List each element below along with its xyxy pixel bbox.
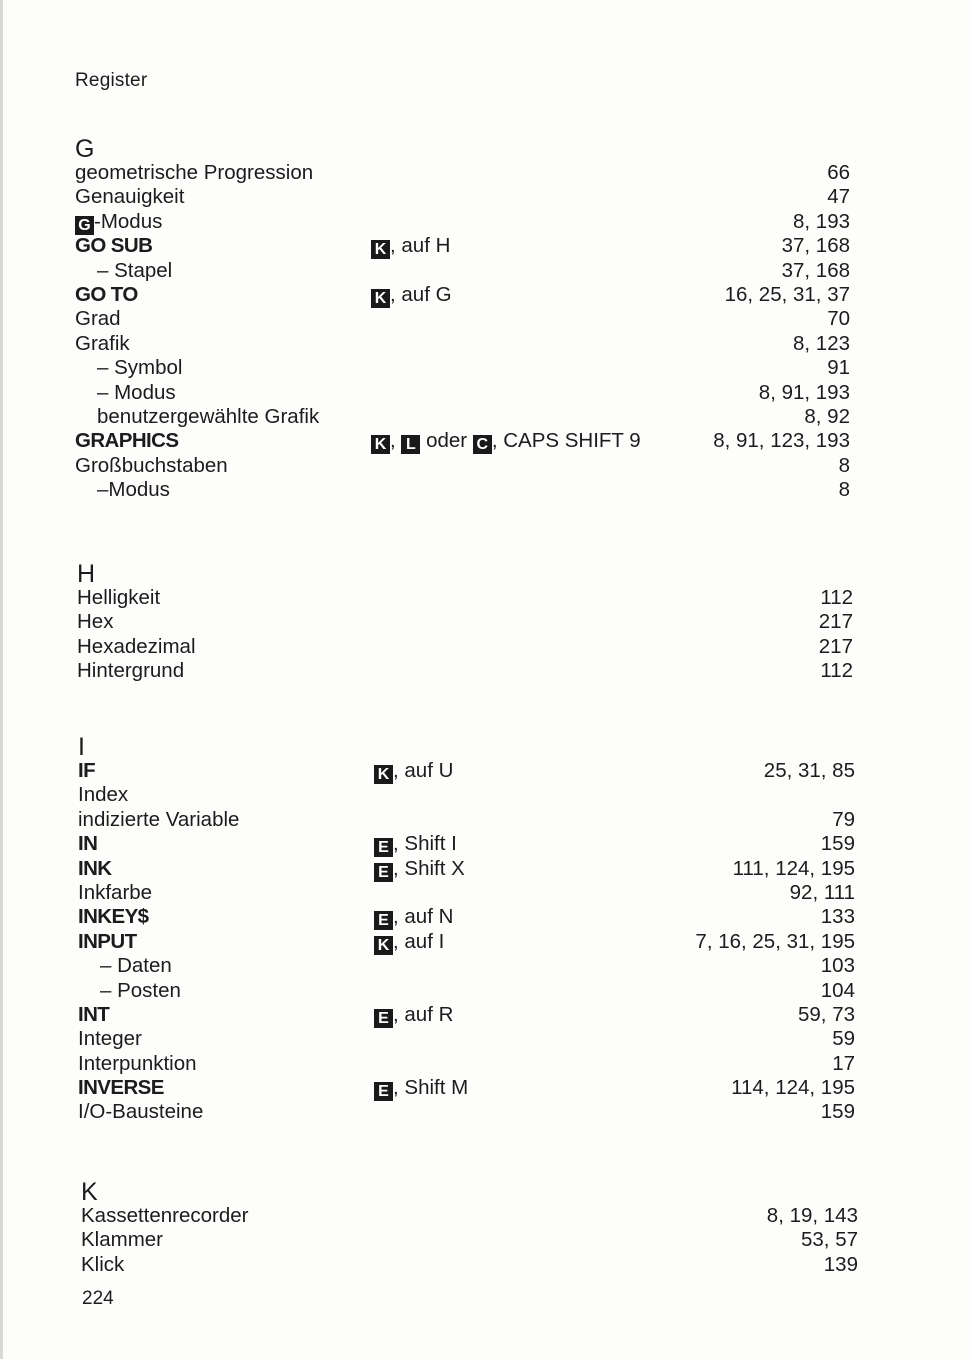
mode-key-icon: K [374,936,393,955]
entry-term-text: – Posten [100,978,181,1002]
index-entry [81,1228,858,1252]
entry-term-text: Integer [78,1027,142,1051]
entry-term-text: Grafik [75,331,130,355]
entry-term [78,808,239,832]
index-entry [75,210,850,234]
entry-pages: 8 [838,453,850,477]
entry-term-text: I/O-Bausteine [78,1100,204,1124]
section-letter: H [77,560,96,588]
entry-pages: 59, 73 [798,1002,855,1026]
keystroke-text: , auf G [390,282,452,306]
entry-pages: 159 [820,1100,855,1124]
entry-term [78,1100,203,1124]
entry-term-text: INVERSE [78,1076,164,1100]
entry-term [81,1204,249,1228]
entry-pages: 217 [818,634,853,658]
mode-key-icon: K [371,240,390,259]
page-edge [0,0,3,1359]
keystroke-text: oder [420,429,473,453]
keystroke-text: , auf U [393,759,454,782]
mode-key-icon: K [371,435,390,454]
index-entry [75,259,850,283]
index-entry [78,930,855,954]
entry-term [75,185,184,209]
mode-key-icon: C [473,435,492,454]
entry-keystroke [374,1076,468,1101]
entry-keystroke [374,857,465,882]
entry-term-text: geometrische Progression [75,161,314,184]
entry-term-text: INPUT [78,929,137,953]
index-entry [75,381,850,405]
keystroke-text: , [390,429,402,453]
entry-term [77,610,113,634]
keystroke-text: , Shift X [393,856,465,880]
entry-term [75,429,178,453]
entry-term-text: Kassettenrecorder [81,1204,249,1227]
entry-pages: 59 [832,1027,855,1051]
entry-term-text: Grad [75,307,121,331]
entry-term-text: – Modus [97,380,176,404]
index-entry [78,808,855,832]
index-section-h [77,560,853,684]
entry-term [78,930,137,954]
entry-pages: 159 [820,832,855,856]
entry-term-text: benutzergewählte Grafik [97,404,320,428]
entry-term-text: INT [78,1002,110,1026]
section-letter: I [78,733,85,761]
section-letter: G [75,135,95,163]
entry-term-text: GO TO [75,282,138,306]
entry-term-text: Helligkeit [77,586,161,609]
entry-term-text: Genauigkeit [75,185,185,209]
index-entry [78,1100,855,1124]
index-entry [75,234,850,258]
entry-pages: 114, 124, 195 [731,1076,855,1100]
entry-pages: 37, 168 [781,234,850,258]
index-section-i [78,733,855,1125]
keystroke-text: , auf R [393,1002,454,1026]
entry-pages: 8, 92 [804,404,850,428]
entry-keystroke [374,1003,453,1028]
entry-keystroke [371,429,641,454]
keystroke-text: , auf I [393,929,445,953]
entry-term-text: indizierte Variable [78,807,240,831]
keystroke-text: , Shift M [393,1076,469,1100]
entry-term [100,979,181,1003]
entry-term [75,210,162,235]
mode-key-icon: E [374,1082,393,1101]
entry-pages: 103 [820,954,855,978]
keystroke-text: , auf N [393,905,454,929]
entry-pages: 7, 16, 25, 31, 195 [695,929,855,953]
entry-term [75,307,121,331]
entry-pages: 25, 31, 85 [763,759,855,782]
index-entry [78,759,855,783]
index-entry [81,1204,858,1228]
entry-pages: 79 [832,807,855,831]
entry-pages: 8, 193 [793,209,850,233]
entry-term [77,586,160,610]
entry-term-text: Hex [77,610,114,634]
entry-term [78,759,95,783]
keystroke-text: , CAPS SHIFT 9 [491,429,641,453]
entry-term [75,234,152,258]
entry-term [97,259,172,283]
mode-key-icon: E [374,863,393,882]
entry-term [78,1003,109,1027]
entry-term [78,857,112,881]
entry-term [97,478,170,502]
entry-pages: 139 [823,1252,858,1276]
page-number: 224 [82,1288,114,1309]
entry-term-text: Klick [81,1252,125,1276]
entry-pages: 8, 91, 193 [758,380,850,404]
entry-keystroke [374,930,444,955]
mode-key-icon: K [374,765,393,784]
keystroke-text: , auf H [390,234,451,258]
entry-term-text: – Symbol [97,356,183,380]
entry-pages: 16, 25, 31, 37 [724,282,850,306]
index-entry [75,332,850,356]
entry-pages: 8 [838,478,850,502]
entry-keystroke [371,283,452,308]
mode-key-icon: G [75,216,94,235]
entry-term-text: GRAPHICS [75,429,179,453]
entry-term-text: –Modus [97,478,170,502]
entry-term [97,381,176,405]
mode-key-icon: E [374,911,393,930]
entry-term [77,635,196,659]
entry-term [100,954,172,978]
entry-pages: 70 [827,307,850,331]
index-entry [78,954,855,978]
entry-term-text: IN [78,832,98,856]
index-section-g [75,135,850,502]
entry-pages: 133 [820,905,855,929]
entry-term-text: Index [78,783,129,807]
index-entry [75,307,850,331]
entry-pages: 37, 168 [781,258,850,282]
entry-term-text: INKEY$ [78,905,149,929]
index-entry [78,1052,855,1076]
entry-term-text: – Daten [100,954,172,978]
index-entry [78,979,855,1003]
entry-term [75,161,313,185]
entry-term-text: Hexadezimal [77,634,196,658]
section-letter: K [81,1178,98,1206]
index-entry [77,610,853,634]
entry-keystroke [374,759,453,784]
entry-term [78,1052,197,1076]
entry-term-text: Inkfarbe [78,880,153,904]
entry-term [78,1027,142,1051]
entry-term-text: IF [78,759,96,782]
index-entry [77,635,853,659]
entry-keystroke [374,832,457,857]
entry-term-text: Hintergrund [77,659,185,683]
entry-pages: 53, 57 [801,1228,858,1252]
entry-term [75,332,130,356]
mode-key-icon: E [374,838,393,857]
entry-term-text: -Modus [94,209,163,233]
entry-term-text: INK [78,856,112,880]
entry-term-text: GO SUB [75,234,153,258]
index-entry [75,185,850,209]
index-entry [78,832,855,856]
index-entry [78,783,855,807]
mode-key-icon: L [401,435,420,454]
index-entry [78,1027,855,1051]
entry-term [78,832,97,856]
entry-term [81,1253,124,1277]
entry-term [78,1076,164,1100]
mode-key-icon: K [371,289,390,308]
index-entry [78,857,855,881]
entry-pages: 111, 124, 195 [732,856,855,880]
entry-term-text: Großbuchstaben [75,453,228,477]
index-entry [75,405,850,429]
entry-pages: 104 [820,978,855,1002]
page-header: Register [75,70,148,91]
entry-keystroke [374,905,453,930]
entry-pages: 8, 19, 143 [766,1204,858,1227]
entry-keystroke [371,234,450,259]
entry-term [75,454,228,478]
entry-term [77,659,184,683]
index-section-k [81,1178,858,1277]
entry-pages: 47 [827,185,850,209]
index-entry [75,356,850,380]
entry-pages: 17 [832,1051,855,1075]
index-entry [75,478,850,502]
entry-pages: 66 [827,161,850,184]
index-entry [81,1253,858,1277]
entry-term [75,283,138,307]
entry-term [78,905,148,929]
keystroke-text: , Shift I [393,832,457,856]
entry-pages: 8, 123 [793,331,850,355]
index-entry [75,429,850,453]
entry-term [81,1228,163,1252]
entry-term-text: Klammer [81,1228,164,1252]
entry-pages: 91 [827,356,850,380]
entry-term [78,783,128,807]
entry-pages: 112 [820,586,853,609]
entry-pages: 217 [818,610,853,634]
index-entry [78,881,855,905]
entry-term-text: Interpunktion [78,1051,197,1075]
index-entry [77,659,853,683]
index-entry [75,161,850,185]
index-entry [77,586,853,610]
index-entry [78,1076,855,1100]
entry-term [97,356,182,380]
entry-term-text: – Stapel [97,258,173,282]
mode-key-icon: E [374,1009,393,1028]
index-entry [78,905,855,929]
index-entry [75,454,850,478]
entry-pages: 8, 91, 123, 193 [713,429,850,453]
entry-term [78,881,152,905]
entry-term [97,405,319,429]
index-entry [78,1003,855,1027]
entry-pages: 112 [820,659,853,683]
entry-pages: 92, 111 [789,880,855,904]
index-entry [75,283,850,307]
